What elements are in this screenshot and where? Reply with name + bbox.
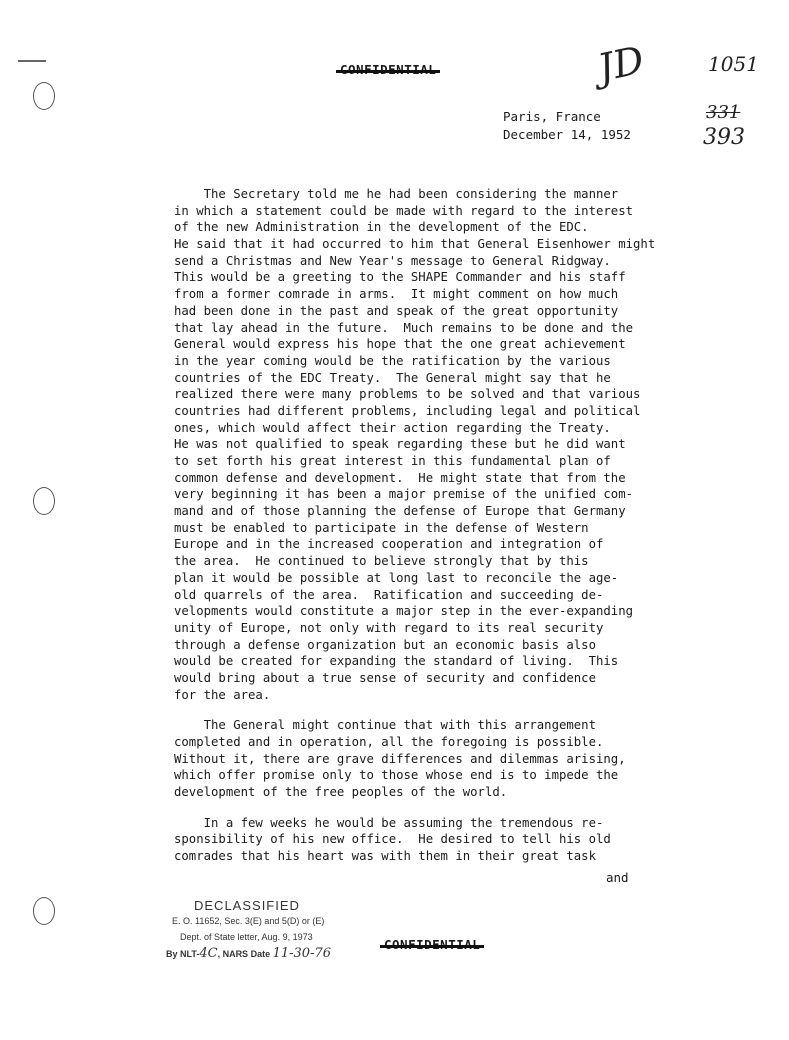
state-letter-line: Dept. of State letter, Aug. 9, 1973 <box>180 932 313 942</box>
by-handwritten: 4C <box>199 946 218 961</box>
text-line: countries of the EDC Treaty. The General might say that he <box>174 370 611 385</box>
declassification-stamp <box>166 898 376 963</box>
text-line: that lay ahead in the future. Much remains to be done and the <box>174 320 634 335</box>
text-line: from a former comrade in arms. It might comment on how much <box>174 287 619 302</box>
punch-hole-middle <box>33 487 55 515</box>
text-line: completed and in operation, all the foregoing is possible. <box>174 735 604 749</box>
nars-date: 11-30-76 <box>272 946 332 961</box>
text-line: Without it, there are grave differences and dilemmas arising, <box>174 751 626 766</box>
strikethrough-line <box>336 70 440 73</box>
text-line: in which a statement could be made with regard to the interest <box>174 203 634 218</box>
text-line: velopments would constitute a major step in the ever-expanding <box>174 604 634 619</box>
handwritten-initials: JD <box>593 37 648 91</box>
text-line: Europe and in the increased cooperation and integration of <box>174 537 604 552</box>
handwritten-doc-number: 1051 <box>708 52 759 76</box>
nars-label: , NARS Date <box>217 949 271 959</box>
text-line: in the year coming would be the ratification by the various <box>174 353 611 368</box>
text-line: common defense and development. He might state that from the <box>174 470 626 485</box>
handwritten-new-number: 393 <box>703 125 745 150</box>
text-line: realized there were many problems to be solved and that various <box>174 387 641 402</box>
text-line: for the area. <box>174 687 271 702</box>
dateline <box>503 108 631 144</box>
eo-line: E. O. 11652, Sec. 3(E) and 5(D) or (E) <box>172 916 325 926</box>
text-line: had been done in the past and speak of the great opportunity <box>174 303 619 318</box>
text-line: would be created for expanding the standard of living. This <box>174 654 619 669</box>
authorization-line <box>166 945 376 963</box>
memo-body <box>174 186 654 865</box>
paragraph-gap <box>174 703 654 717</box>
text-line: through a defense organization but an economic basis also <box>174 637 596 652</box>
text-line: very beginning it has been a major premise of the unified com- <box>174 487 634 502</box>
punch-hole-top <box>33 82 55 110</box>
text-line: He was not qualified to speak regarding these but he did want <box>174 437 626 452</box>
text-line: ones, which would affect their action regarding the Treaty. <box>174 420 611 435</box>
text-line: unity of Europe, not only with regard to its real security <box>174 620 604 635</box>
text-line: of the new Administration in the development of the EDC. <box>174 220 589 235</box>
by-label: By NLT- <box>166 949 200 959</box>
classification-bottom <box>384 937 480 952</box>
location: Paris, France <box>503 109 601 124</box>
text-line: General would express his hope that the one great achievement <box>174 337 626 352</box>
continuation-word: and <box>606 870 629 885</box>
text-line: must be enabled to participate in the defense of Western <box>174 520 589 535</box>
paragraph <box>174 815 654 865</box>
margin-mark <box>18 60 46 62</box>
punch-hole-bottom <box>33 897 55 925</box>
text-line: comrades that his heart was with them in their great task <box>174 849 596 864</box>
text-line: send a Christmas and New Year's message to General Ridgway. <box>174 253 611 268</box>
text-line: would bring about a true sense of security and confidence <box>174 670 596 685</box>
strikethrough-line <box>380 945 484 948</box>
date: December 14, 1952 <box>503 127 631 142</box>
text-line: old quarrels of the area. Ratification and succeeding de- <box>174 587 604 602</box>
text-line: This would be a greeting to the SHAPE Commander and his staff <box>174 270 626 285</box>
paragraph <box>174 186 654 703</box>
text-line: the area. He continued to believe strongly that by this <box>174 554 589 569</box>
text-line: He said that it had occurred to him that General Eisenhower might <box>174 237 656 252</box>
declassified-title: DECLASSIFIED <box>194 898 300 913</box>
text-line: In a few weeks he would be assuming the tremendous re- <box>174 815 604 830</box>
text-line: which offer promise only to those whose end is to impede the <box>174 768 619 783</box>
text-line: The General might continue that with this arrangement <box>174 718 596 733</box>
classification-top <box>340 62 436 77</box>
text-line: plan it would be possible at long last to reconcile the age- <box>174 570 619 585</box>
text-line: to set forth his great interest in this fundamental plan of <box>174 454 611 468</box>
paragraph <box>174 717 654 800</box>
text-line: development of the free peoples of the world. <box>174 785 508 800</box>
text-line: sponsibility of his new office. He desired to tell his old <box>174 832 611 847</box>
text-line: countries had different problems, including legal and political <box>174 403 641 418</box>
handwritten-old-number: 331 <box>706 102 741 123</box>
text-line: The Secretary told me he had been considering the manner <box>174 187 619 201</box>
text-line: mand and of those planning the defense of Europe that Germany <box>174 504 626 519</box>
paragraph-gap <box>174 801 654 815</box>
